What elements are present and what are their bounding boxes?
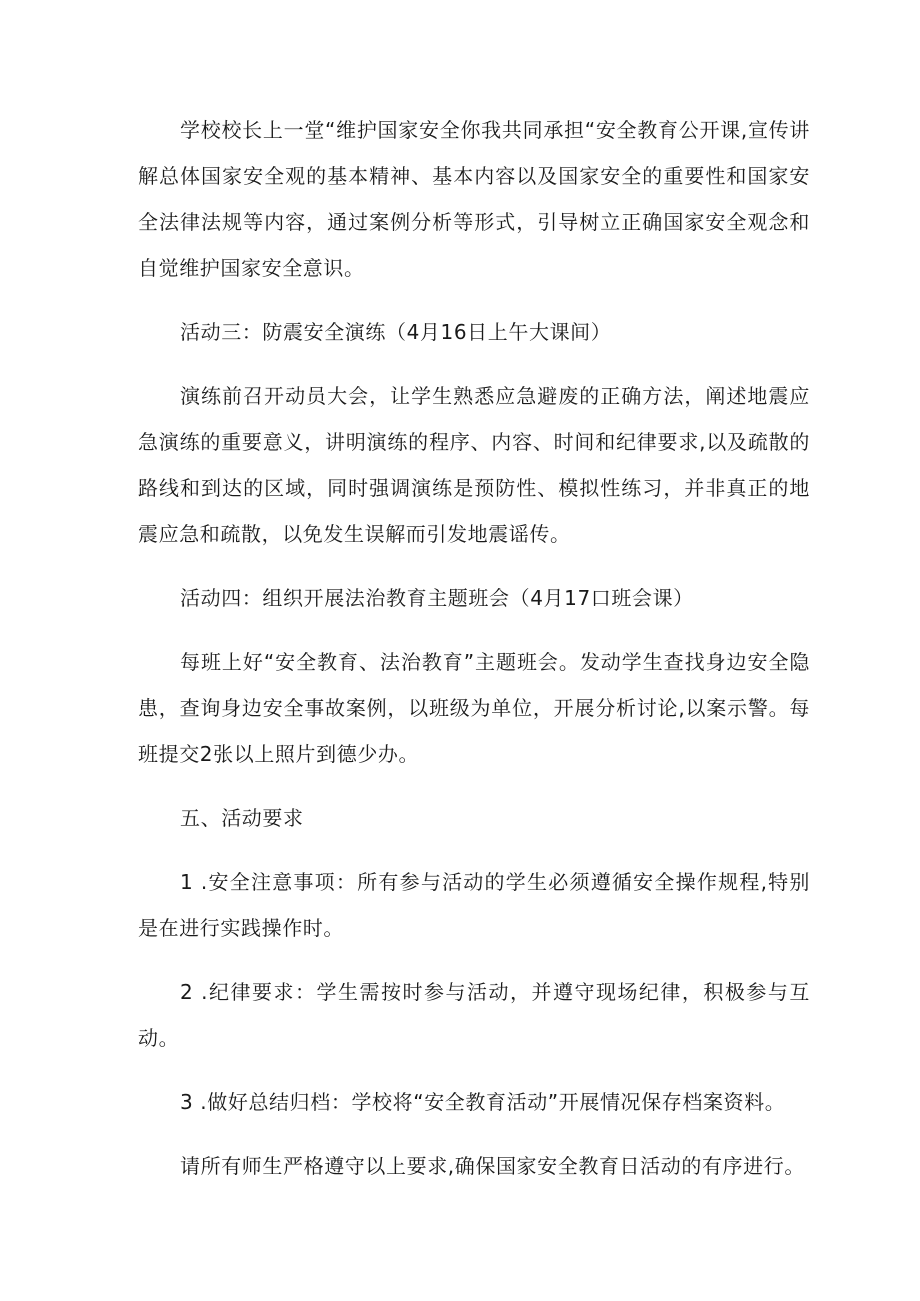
- paragraph-class-meeting: 每班上好“安全教育、法治教育”主题班会。发动学生查找身边安全隐患，查询身边安全事故案例，以班级为单位，开展分析讨论,以案示警。每班提交2张以上照片到德少办。: [138, 650, 810, 766]
- paragraph-requirement-archive: 3 .做好总结归档：学校将“安全教育活动”开展情况保存档案资料。: [180, 1090, 786, 1114]
- heading-activity-four: 活动四：组织开展法治教育主题班会（4月17口班会课）: [180, 586, 694, 610]
- heading-requirements: 五、活动要求: [180, 806, 304, 830]
- paragraph-requirement-safety: 1 .安全注意事项：所有参与活动的学生必须遵循安全操作规程,特别是在进行实践操作时。: [138, 870, 810, 940]
- paragraph-requirement-discipline: 2 .纪律要求：学生需按时参与活动，并遵守现场纪律，积极参与互动。: [138, 980, 810, 1050]
- paragraph-principal-lecture: 学校校长上一堂“维护国家安全你我共同承担“安全教育公开课,宣传讲解总体国家安全观的基本精神、基本内容以及国家安全的重要性和国家安全法律法规等内容，通过案例分析等形式，引导树立正确国家安全观念和自觉维护国家安全意识。: [138, 118, 810, 280]
- paragraph-earthquake-drill: 演练前召开动员大会，让学生熟悉应急避废的正确方法，阐述地震应急演练的重要意义，讲明演练的程序、内容、时间和纪律要求,以及疏散的路线和到达的区域，同时强调演练是预防性、模拟性练习，并非真正的地震应急和疏散，以免发生误解而引发地震谣传。: [138, 384, 810, 546]
- heading-activity-three: 活动三：防震安全演练（4月16日上午大课间）: [180, 320, 612, 344]
- paragraph-closing: 请所有师生严格遵守以上要求,确保国家安全教育日活动的有序进行。: [180, 1154, 805, 1178]
